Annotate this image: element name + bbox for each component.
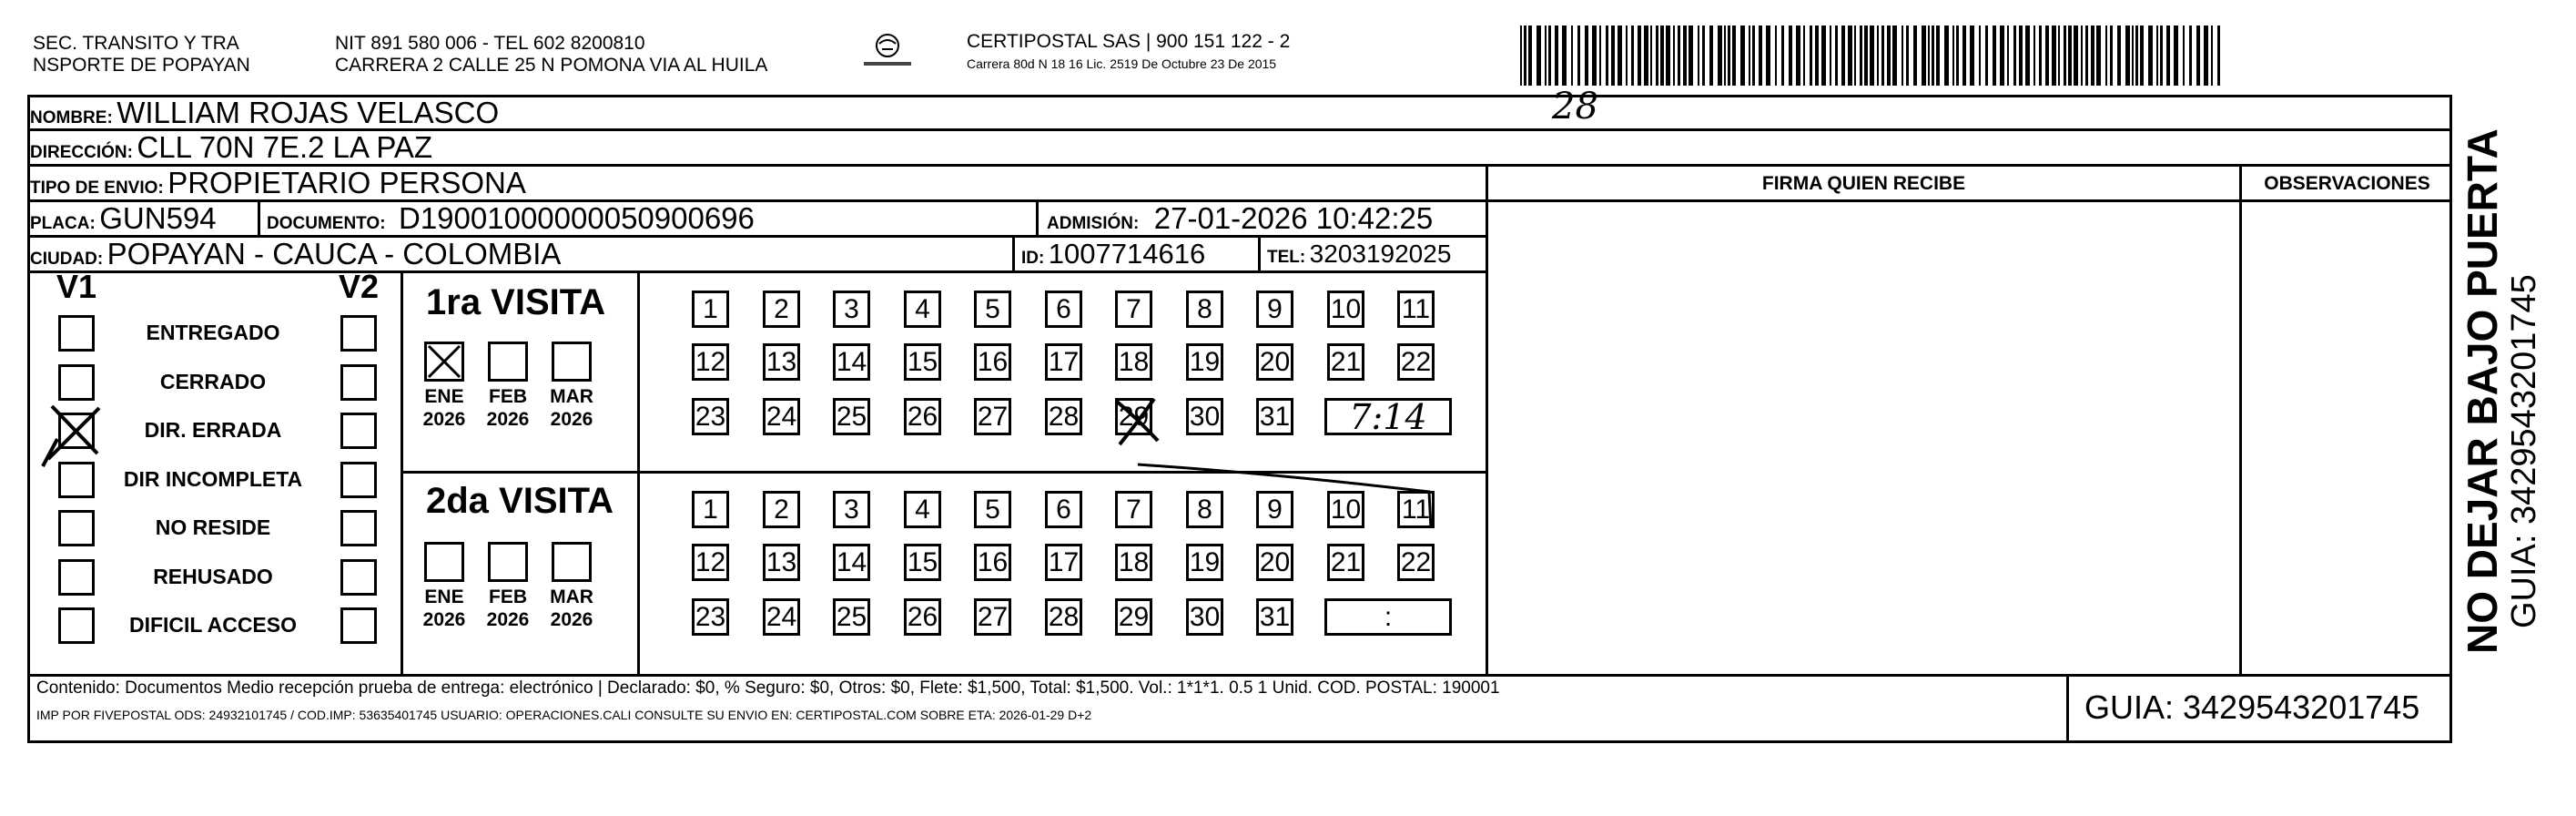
first-visit-day-box[interactable]: 19: [1186, 343, 1223, 381]
first-visit-day-box[interactable]: 30: [1186, 398, 1223, 435]
second-visit-day-box[interactable]: 23: [692, 598, 729, 636]
first-visit-day-box[interactable]: 10: [1327, 291, 1364, 328]
barcode-bar: [1577, 26, 1580, 86]
second-visit-month-year: 2026: [486, 609, 530, 630]
barcode-bar: [1660, 26, 1664, 86]
second-visit-month-caption: [417, 586, 472, 631]
barcode-bar: [1887, 26, 1891, 86]
first-visit-month-label: ENE: [424, 386, 464, 407]
sender-nit: NIT 891 580 006 - TEL 602 8200810: [335, 33, 645, 54]
second-visit-month-label: MAR: [550, 586, 593, 607]
first-visit-day-box[interactable]: 20: [1256, 343, 1293, 381]
status-option-label: DIR INCOMPLETA: [123, 467, 303, 491]
second-visit-month-year: 2026: [422, 609, 466, 630]
first-visit-time-box[interactable]: 7:14: [1324, 398, 1452, 435]
first-visit-month-caption: [481, 385, 535, 431]
status-option-label: DIR. ERRADA: [144, 418, 282, 442]
second-visit-day-box[interactable]: 1: [692, 491, 729, 528]
barcode-bar: [1548, 26, 1551, 86]
barcode-bar: [1718, 26, 1722, 86]
v2-checkbox[interactable]: [340, 364, 377, 401]
certipostal-logo: [860, 31, 915, 73]
barcode-bar: [2096, 26, 2101, 86]
v1-header: V1: [56, 268, 97, 305]
second-visit-day-box[interactable]: 27: [974, 598, 1011, 636]
barcode-bar: [2045, 26, 2049, 86]
footer-content: Contenido: Documentos Medio recepción prueba de entrega: electrónico | Declarado: $0, % Seguro: $0, Otros: $0, Flete: $1,500, Total: $1,500. Vol.: 1*1*1. 0.5 1 Unid. COD. POSTAL: 190001: [36, 678, 1500, 698]
second-visit-day-box[interactable]: 29: [1115, 598, 1152, 636]
first-visit-day-box[interactable]: 9: [1256, 291, 1293, 328]
second-visit-month-label: FEB: [489, 586, 527, 607]
barcode-bar: [1732, 26, 1736, 86]
side-guia: GUIA: 3429543201745: [2505, 274, 2543, 628]
second-visit-day-box[interactable]: 8: [1186, 491, 1223, 528]
barcode-bar: [1877, 26, 1879, 86]
barcode-bar: [2025, 26, 2030, 86]
status-option-label: CERRADO: [159, 370, 267, 393]
status-option-label: REHUSADO: [153, 565, 273, 588]
barcode-bar: [1599, 26, 1601, 86]
second-visit-time-box[interactable]: :: [1324, 598, 1452, 636]
v2-header: V2: [339, 268, 380, 305]
barcode-bar: [1970, 26, 1974, 86]
barcode-bar: [2211, 26, 2213, 86]
barcode-bar: [1752, 26, 1755, 86]
placa-label: PLACA:: [30, 214, 96, 233]
footer-guia: GUIA: 3429543201745: [2084, 688, 2420, 726]
barcode-bar: [2110, 26, 2113, 86]
first-visit-day-box[interactable]: 13: [763, 343, 800, 381]
v2-checkbox[interactable]: [340, 559, 377, 596]
barcode-bar: [1611, 26, 1615, 86]
barcode-bar: [1689, 26, 1693, 86]
barcode-bar: [1592, 26, 1597, 86]
barcode-bar: [1728, 26, 1730, 86]
barcode-bar: [1683, 26, 1687, 86]
observaciones-header: OBSERVACIONES: [2264, 173, 2430, 194]
admision-label: ADMISIÓN:: [1047, 214, 1140, 233]
barcode-bar: [1528, 26, 1532, 86]
barcode-bar: [1585, 26, 1588, 86]
barcode-bar: [1892, 26, 1897, 86]
second-visit-month-checkbox[interactable]: [488, 542, 528, 582]
second-visit-day-box[interactable]: 20: [1256, 544, 1293, 581]
barcode-bar: [2085, 26, 2088, 86]
second-visit-month-label: ENE: [424, 586, 464, 607]
sender-block: [33, 33, 333, 76]
ciudad-field: [30, 237, 561, 278]
barcode-bar: [2007, 26, 2009, 86]
barcode-bar: [1562, 26, 1567, 86]
second-visit-day-box[interactable]: 7: [1115, 491, 1152, 528]
first-visit-day-box[interactable]: 17: [1045, 343, 1082, 381]
second-visit-day-box[interactable]: 3: [833, 491, 870, 528]
barcode-bar: [1803, 26, 1805, 86]
first-visit-day-box[interactable]: 2: [763, 291, 800, 328]
barcode-bar: [1678, 26, 1680, 86]
barcode-bar: [1536, 26, 1541, 86]
first-visit-month-label: MAR: [550, 386, 593, 407]
barcode-bar: [1740, 26, 1745, 86]
first-visit-month-year: 2026: [422, 409, 466, 430]
barcode-bar: [2058, 26, 2060, 86]
second-visit-day-box[interactable]: 21: [1327, 544, 1364, 581]
barcode-bar: [1796, 26, 1800, 86]
first-visit-title: 1ra VISITA: [426, 282, 606, 322]
v1-checkbox[interactable]: [58, 510, 95, 546]
barcode-bar: [1860, 26, 1862, 86]
first-visit-day-box[interactable]: 3: [833, 291, 870, 328]
barcode-bar: [2013, 26, 2016, 86]
second-visit-day-box[interactable]: 26: [904, 598, 941, 636]
v1-checkbox[interactable]: [58, 364, 95, 401]
tel-field: [1267, 237, 1451, 276]
first-visit-month-checkbox[interactable]: [424, 342, 464, 382]
side-warning: NO DEJAR BAJO PUERTA: [2459, 128, 2506, 654]
barcode-bar: [2081, 26, 2083, 86]
barcode-bar: [2000, 26, 2004, 86]
barcode-bar: [2160, 26, 2163, 86]
nombre-value: WILLIAM ROJAS VELASCO: [117, 96, 500, 129]
barcode-bar: [1650, 26, 1652, 86]
first-visit-month-label: FEB: [489, 386, 527, 407]
first-visit-day-box[interactable]: 8: [1186, 291, 1223, 328]
first-visit-month-caption: [417, 385, 472, 431]
first-visit-day-box[interactable]: 25: [833, 398, 870, 435]
direccion-label: DIRECCIÓN:: [30, 143, 133, 162]
first-visit-day-box[interactable]: 18: [1115, 343, 1152, 381]
first-visit-month-year: 2026: [486, 409, 530, 430]
id-label: ID:: [1021, 249, 1045, 268]
second-visit-day-box[interactable]: 4: [904, 491, 941, 528]
documento-value: D19001000000050900696: [399, 201, 755, 235]
barcode-bar: [1644, 26, 1648, 86]
sender-info-block: [335, 33, 918, 76]
barcode-bar: [1906, 26, 1909, 86]
barcode-bar: [1952, 26, 1954, 86]
id-value: 1007714616: [1048, 238, 1206, 270]
carrier-block: [967, 31, 1476, 72]
second-visit-day-box[interactable]: 17: [1045, 544, 1082, 581]
tipo-label: TIPO DE ENVIO:: [30, 178, 164, 198]
barcode-bar: [2135, 26, 2138, 86]
first-visit-day-box[interactable]: 11: [1397, 291, 1435, 328]
v1-checkbox[interactable]: [58, 607, 95, 644]
barcode: [1520, 26, 2226, 86]
first-visit-day-box[interactable]: 5: [974, 291, 1011, 328]
second-visit-month-checkbox[interactable]: [552, 542, 592, 582]
barcode-bar: [1709, 26, 1713, 86]
v1-checkbox[interactable]: [58, 559, 95, 596]
barcode-bar: [1810, 26, 1812, 86]
barcode-bar: [1618, 26, 1622, 86]
firma-header: FIRMA QUIEN RECIBE: [1761, 173, 1966, 194]
barcode-bar: [2105, 26, 2107, 86]
barcode-bar: [1913, 26, 1917, 86]
barcode-bar: [2189, 26, 2192, 86]
first-visit-month-checkbox[interactable]: [552, 342, 592, 382]
barcode-bar: [1864, 26, 1868, 86]
id-field: [1021, 237, 1205, 277]
second-visit-day-box[interactable]: 12: [692, 544, 729, 581]
barcode-bar: [1902, 26, 1903, 86]
ciudad-value: POPAYAN - CAUCA - COLOMBIA: [106, 237, 562, 270]
barcode-bar: [2117, 26, 2121, 86]
second-visit-day-box[interactable]: 10: [1327, 491, 1364, 528]
barcode-bar: [1830, 26, 1831, 86]
second-visit-day-box[interactable]: 11: [1397, 491, 1435, 528]
barcode-bar: [1631, 26, 1634, 86]
first-visit-day-box[interactable]: 16: [974, 343, 1011, 381]
barcode-bar: [1928, 26, 1930, 86]
barcode-bar: [1775, 26, 1777, 86]
first-visit-day-box[interactable]: 1: [692, 291, 729, 328]
handwritten-stroke-path: [1138, 464, 1431, 528]
footer-print-info: IMP POR FIVEPOSTAL ODS: 24932101745 / COD.IMP: 53635401745 USUARIO: OPERACIONES.CALI CONSULTE SU ENVIO EN: CERTIPOSTAL.COM SOBRE ETA: 2026-01-29 D+2: [36, 708, 1092, 722]
barcode-bar: [2125, 26, 2130, 86]
sender-name-line2: NSPORTE DE POPAYAN: [33, 55, 250, 76]
second-visit-day-box[interactable]: 9: [1256, 491, 1293, 528]
first-visit-day-box[interactable]: 22: [1397, 343, 1435, 381]
status-option-label: NO RESIDE: [155, 515, 271, 539]
first-visit-day-box[interactable]: 12: [692, 343, 729, 381]
barcode-bar: [2156, 26, 2158, 86]
barcode-bar: [1571, 26, 1573, 86]
second-visit-day-box[interactable]: 13: [763, 544, 800, 581]
v2-checkbox[interactable]: [340, 510, 377, 546]
first-visit-day-box[interactable]: 23: [692, 398, 729, 435]
first-visit-day-box[interactable]: 21: [1327, 343, 1364, 381]
barcode-bar: [1666, 26, 1670, 86]
carrier-license: Carrera 80d N 18 16 Lic. 2519 De Octubre 23 De 2015: [967, 56, 1277, 71]
barcode-bar: [2052, 26, 2056, 86]
first-visit-day-box[interactable]: 26: [904, 398, 941, 435]
v1-checkbox[interactable]: [58, 413, 95, 449]
nombre-label: NOMBRE:: [30, 108, 113, 128]
barcode-bar: [2183, 26, 2185, 86]
barcode-bar: [2033, 26, 2035, 86]
first-visit-day-box[interactable]: 15: [904, 343, 941, 381]
second-visit-day-box[interactable]: 30: [1186, 598, 1223, 636]
second-visit-day-box[interactable]: 14: [833, 544, 870, 581]
barcode-bar: [2019, 26, 2023, 86]
barcode-bar: [1673, 26, 1675, 86]
barcode-bar: [1821, 26, 1826, 86]
carrier-name: CERTIPOSTAL SAS | 900 151 122 - 2: [967, 31, 1291, 52]
barcode-bar: [1781, 26, 1784, 86]
barcode-bar: [1545, 26, 1547, 86]
v2-checkbox[interactable]: [340, 315, 377, 352]
v1-checkbox[interactable]: [58, 315, 95, 352]
second-visit-day-box[interactable]: 25: [833, 598, 870, 636]
barcode-bar: [2148, 26, 2153, 86]
first-visit-month-caption: [544, 385, 599, 431]
second-visit-day-box[interactable]: 19: [1186, 544, 1223, 581]
barcode-bar: [1956, 26, 1959, 86]
barcode-bar: [1944, 26, 1949, 86]
barcode-bar: [1848, 26, 1852, 86]
status-option-label: DIFICIL ACCESO: [128, 613, 297, 637]
barcode-bar: [1524, 26, 1526, 86]
barcode-bar: [1749, 26, 1750, 86]
barcode-bar: [1789, 26, 1792, 86]
first-visit-day-box[interactable]: 14: [833, 343, 870, 381]
second-visit-day-box[interactable]: 2: [763, 491, 800, 528]
barcode-bar: [1520, 26, 1522, 86]
first-visit-day-box[interactable]: 28: [1045, 398, 1082, 435]
barcode-bar: [1815, 26, 1819, 86]
tel-value: 3203192025: [1309, 240, 1452, 268]
second-visit-day-box[interactable]: 5: [974, 491, 1011, 528]
second-visit-day-box[interactable]: 16: [974, 544, 1011, 581]
first-visit-day-box[interactable]: 29: [1115, 398, 1152, 435]
barcode-bar: [1936, 26, 1940, 86]
barcode-bar: [1724, 26, 1726, 86]
admision-value: 27-01-2026 10:42:25: [1153, 201, 1434, 235]
barcode-bar: [1702, 26, 1705, 86]
second-visit-month-checkbox[interactable]: [424, 542, 464, 582]
barcode-bar: [1638, 26, 1641, 86]
first-visit-month-year: 2026: [550, 409, 593, 430]
first-visit-day-box[interactable]: 24: [763, 398, 800, 435]
second-visit-day-box[interactable]: 6: [1045, 491, 1082, 528]
barcode-bar: [2068, 26, 2072, 86]
barcode-bar: [1841, 26, 1845, 86]
barcode-bar: [2217, 26, 2220, 86]
barcode-bar: [2064, 26, 2066, 86]
second-visit-month-caption: [481, 586, 535, 631]
tipo-value: PROPIETARIO PERSONA: [167, 166, 526, 199]
v2-checkbox[interactable]: [340, 607, 377, 644]
handwritten-number: 28: [1552, 86, 1598, 128]
ciudad-label: CIUDAD:: [30, 250, 104, 269]
first-visit-day-box[interactable]: 31: [1256, 398, 1293, 435]
barcode-bar: [1835, 26, 1838, 86]
second-visit-day-box[interactable]: 28: [1045, 598, 1082, 636]
barcode-bar: [1932, 26, 1934, 86]
barcode-bar: [1555, 26, 1558, 86]
barcode-bar: [1962, 26, 1966, 86]
barcode-bar: [1698, 26, 1699, 86]
first-visit-day-box[interactable]: 7: [1115, 291, 1152, 328]
barcode-bar: [1854, 26, 1856, 86]
placa-value: GUN594: [99, 201, 217, 235]
barcode-bar: [1985, 26, 1988, 86]
barcode-bar: [2166, 26, 2170, 86]
barcode-bar: [2196, 26, 2200, 86]
second-visit-day-box[interactable]: 24: [763, 598, 800, 636]
second-visit-day-box[interactable]: 22: [1397, 544, 1435, 581]
barcode-bar: [2039, 26, 2042, 86]
first-visit-day-box[interactable]: 4: [904, 291, 941, 328]
first-visit-month-checkbox[interactable]: [488, 342, 528, 382]
second-visit-month-year: 2026: [550, 609, 593, 630]
barcode-bar: [1881, 26, 1884, 86]
barcode-bar: [1870, 26, 1874, 86]
barcode-bar: [1922, 26, 1926, 86]
sender-name-line1: SEC. TRANSITO Y TRA: [33, 33, 239, 54]
second-visit-month-caption: [544, 586, 599, 631]
documento-label: DOCUMENTO:: [267, 214, 386, 233]
barcode-bar: [1626, 26, 1628, 86]
barcode-bar: [2074, 26, 2078, 86]
barcode-bar: [1766, 26, 1770, 86]
v2-checkbox[interactable]: [340, 413, 377, 449]
tel-label: TEL:: [1267, 248, 1306, 267]
barcode-bar: [2091, 26, 2094, 86]
handwritten-stroke: [1129, 428, 1456, 537]
status-option-label: ENTREGADO: [146, 321, 280, 344]
barcode-bar: [1979, 26, 1981, 86]
second-visit-day-box[interactable]: 31: [1256, 598, 1293, 636]
second-visit-day-box[interactable]: 18: [1115, 544, 1152, 581]
barcode-bar: [2140, 26, 2144, 86]
first-visit-day-box[interactable]: 6: [1045, 291, 1082, 328]
second-visit-title: 2da VISITA: [426, 481, 614, 521]
barcode-bar: [2204, 26, 2208, 86]
barcode-bar: [2174, 26, 2178, 86]
v2-checkbox[interactable]: [340, 462, 377, 498]
barcode-bar: [2132, 26, 2134, 86]
second-visit-day-box[interactable]: 15: [904, 544, 941, 581]
barcode-bar: [1993, 26, 1996, 86]
v1-checkbox[interactable]: [58, 462, 95, 498]
first-visit-day-box[interactable]: 27: [974, 398, 1011, 435]
direccion-value: CLL 70N 7E.2 LA PAZ: [137, 130, 433, 164]
sender-address: CARRERA 2 CALLE 25 N POMONA VIA AL HUILA: [335, 55, 768, 76]
barcode-bar: [1656, 26, 1658, 86]
barcode-bar: [1759, 26, 1762, 86]
barcode-bar: [1606, 26, 1608, 86]
